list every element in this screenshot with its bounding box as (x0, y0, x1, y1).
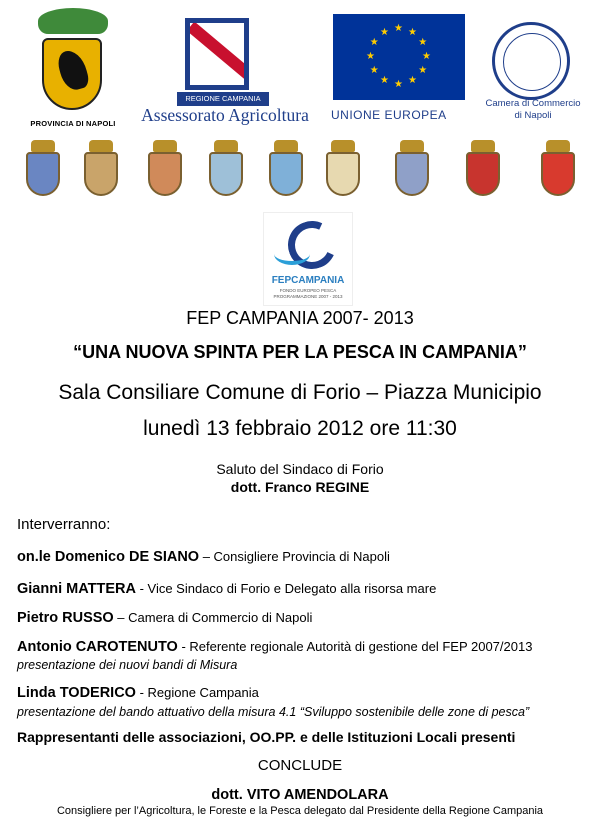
regione-emblem-icon (185, 18, 249, 90)
conclude-label: CONCLUDE (257, 757, 343, 774)
fep-campania-logo (263, 212, 353, 306)
star-icon: ★ (422, 51, 431, 62)
associations-line: Rappresentanti delle associazioni, OO.PP. e delle Istituzioni Locali presenti (17, 729, 516, 745)
mayor-name: dott. Franco REGINE (230, 479, 370, 495)
event-venue: Sala Consiliare Comune di Forio – Piazza Municipio (58, 381, 542, 404)
star-icon: ★ (369, 37, 379, 48)
speaker-name: Pietro RUSSO (17, 610, 114, 626)
event-date: lunedì 13 febbraio 2012 ore 11:30 (143, 417, 457, 440)
closing-speaker-name: dott. VITO AMENDOLARA (211, 787, 389, 803)
star-icon: ★ (369, 65, 379, 76)
speaker-role: - Regione Campania (135, 685, 259, 700)
provincia-napoli-logo (30, 4, 116, 132)
eu-flag-icon (333, 14, 465, 100)
star-icon: ★ (366, 51, 375, 62)
speaker-3 (17, 609, 312, 626)
crown-icon (400, 140, 424, 152)
speaker-5 (17, 684, 259, 701)
star-icon: ★ (418, 65, 428, 76)
wave-icon (274, 243, 310, 265)
crown-icon (471, 140, 495, 152)
fep-logo-sub1: FONDO EUROPEO PESCA (279, 288, 337, 293)
speaker-4 (17, 638, 532, 655)
crown-icon (546, 140, 570, 152)
unione-europea-logo (327, 14, 467, 126)
coat-of-arms-icon (14, 138, 72, 208)
ue-label: UNIONE EUROPEA (331, 108, 447, 122)
shield-icon (209, 152, 243, 196)
coat-of-arms-icon (142, 138, 188, 208)
shield-icon (326, 152, 360, 196)
camera-label-line1: Camera di Commercio (485, 98, 581, 109)
shield-icon (26, 152, 60, 196)
crown-icon (331, 140, 355, 152)
star-icon: ★ (418, 37, 428, 48)
regione-bar-label: REGIONE CAMPANIA (177, 92, 269, 106)
coat-of-arms-icon (455, 138, 511, 208)
seal-icon (492, 22, 570, 100)
event-slogan: “UNA NUOVA SPINTA PER LA PESCA IN CAMPANIA” (73, 342, 527, 362)
camera-label (470, 98, 596, 122)
regione-campania-logo (131, 14, 319, 128)
fep-logo-sub2: PROGRAMMAZIONE 2007 - 2013 (273, 294, 343, 299)
crown-icon (214, 140, 238, 152)
star-icon: ★ (394, 23, 403, 34)
speaker-name: Gianni MATTERA (17, 581, 136, 597)
mayor-greeting: Saluto del Sindaco di Forio (216, 461, 384, 477)
provincia-label: PROVINCIA DI NAPOLI (30, 119, 116, 128)
speaker-role: - Referente regionale Autorità di gestione del FEP 2007/2013 (177, 639, 533, 654)
star-icon: ★ (408, 26, 417, 38)
shield-icon (541, 152, 575, 196)
camera-label-line2: di Napoli (514, 110, 552, 121)
horse-shield-icon (42, 38, 102, 110)
speaker-1 (17, 548, 390, 565)
crown-icon (31, 140, 55, 152)
speaker-role: - Vice Sindaco di Forio e Delegato alla risorsa mare (135, 581, 437, 596)
camera-commercio-logo (470, 14, 596, 126)
shield-icon (466, 152, 500, 196)
fep-logo-name: FEPCAMPANIA (271, 275, 345, 286)
shield-icon (148, 152, 182, 196)
event-title: FEP CAMPANIA 2007- 2013 (186, 308, 414, 328)
shield-icon (269, 152, 303, 196)
speakers-heading: Interverranno: (17, 516, 111, 533)
star-icon: ★ (408, 75, 417, 87)
speaker-2 (17, 580, 436, 597)
speaker-4-topic (17, 656, 237, 672)
speaker-topic: presentazione del bando attuativo della misura 4.1 “Sviluppo sostenibile delle zone di pesca” (17, 705, 530, 719)
coat-of-arms-icon (319, 138, 367, 208)
speaker-name: on.le Domenico DE SIANO (17, 549, 200, 565)
speaker-5-topic (17, 703, 529, 719)
fep-logo-sub (264, 288, 352, 300)
coat-of-arms-icon (383, 138, 441, 208)
shield-icon (395, 152, 429, 196)
coat-of-arms-icon (525, 138, 591, 208)
star-icon: ★ (380, 26, 389, 38)
assessorato-label: Assessorato Agricoltura (141, 105, 309, 125)
crown-icon (153, 140, 177, 152)
crown-icon (89, 140, 113, 152)
horse-icon (55, 47, 90, 92)
laurel-crown-icon (38, 8, 108, 34)
speaker-role: – Camera di Commercio di Napoli (113, 610, 313, 625)
speaker-name: Linda TODERICO (17, 685, 136, 701)
coat-of-arms-icon (198, 138, 254, 208)
shield-icon (84, 152, 118, 196)
star-icon: ★ (380, 75, 389, 87)
speaker-topic: presentazione dei nuovi bandi di Misura (17, 658, 238, 672)
speaker-role: – Consigliere Provincia di Napoli (199, 549, 390, 564)
coat-of-arms-icon (262, 138, 310, 208)
speaker-name: Antonio CAROTENUTO (17, 639, 178, 655)
crown-icon (274, 140, 298, 152)
star-icon: ★ (394, 79, 403, 90)
coat-of-arms-icon (78, 138, 124, 208)
closing-speaker-role: Consigliere per l’Agricoltura, le Foreste e la Pesca delegato dal Presidente della Regione Campania (56, 805, 544, 817)
